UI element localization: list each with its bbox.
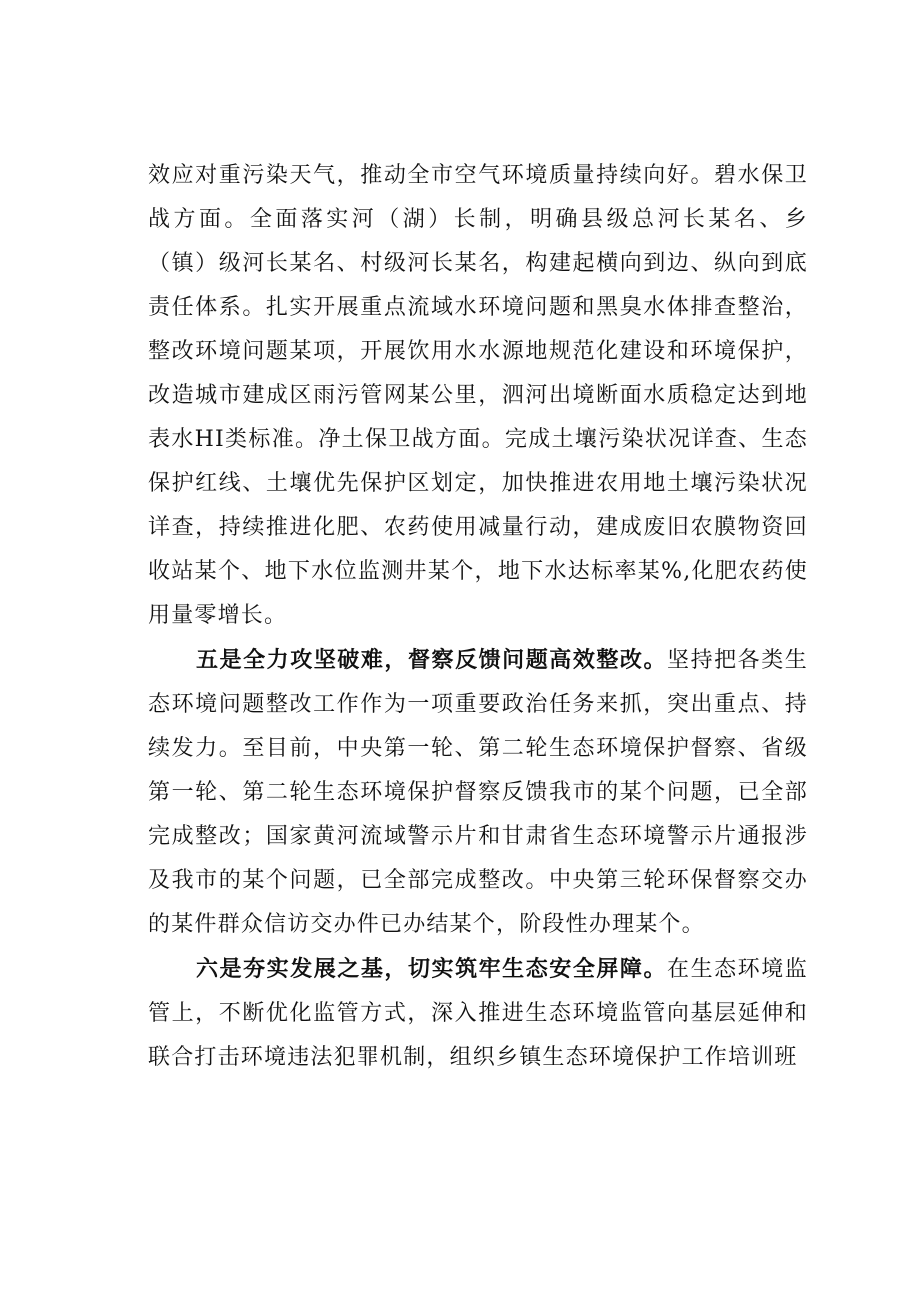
paragraph-body-text: 坚持把各类生态环境问题整改工作作为一项重要政治任务来抓，突出重点、持续发力。至目前，中央第一轮、第二轮生态环境保护督察、省级第一轮、第二轮生态环境保护督察反馈我市的某个问题，已全部完成整改；国家黄河流域警示片和甘肃省生态环境警示片通报涉及我市的某个问题，已全部完成整改。中央第三轮环保督察交办的某件群众信访交办件已办结某个，阶段性办理某个。 <box>148 648 808 937</box>
paragraph-lead-heading: 六是夯实发展之基，切实筑牢生态安全屏障。 <box>196 956 668 982</box>
paragraph-point-six <box>148 947 808 1080</box>
document-body <box>148 154 808 1080</box>
paragraph-point-five <box>148 638 808 947</box>
paragraph-body-text: 在生态环境监管上，不断优化监管方式，深入推进生态环境监管向基层延伸和联合打击环境违法犯罪机制，组织乡镇生态环境保护工作培训班 <box>148 957 808 1070</box>
paragraph-body-text: 效应对重污染天气，推动全市空气环境质量持续向好。碧水保卫战方面。全面落实河（湖）长制，明确县级总河长某名、乡（镇）级河长某名、村级河长某名，构建起横向到边、纵向到底责任体系。扎实开展重点流域水环境问题和黑臭水体排查整治，整改环境问题某项，开展饮用水水源地规范化建设和环境保护，改造城市建成区雨污管网某公里，泗河出境断面水质稳定达到地表水HI类标准。净土保卫战方面。完成土壤污染状况详查、生态保护红线、土壤优先保护区划定，加快推进农用地土壤污染状况详查，持续推进化肥、农药使用减量行动，建成废旧农膜物资回收站某个、地下水位监测井某个，地下水达标率某%,化肥农药使用量零增长。 <box>148 163 808 628</box>
paragraph-lead-heading: 五是全力攻坚破难，督察反馈问题高效整改。 <box>196 647 668 673</box>
paragraph-continuation <box>148 154 808 638</box>
